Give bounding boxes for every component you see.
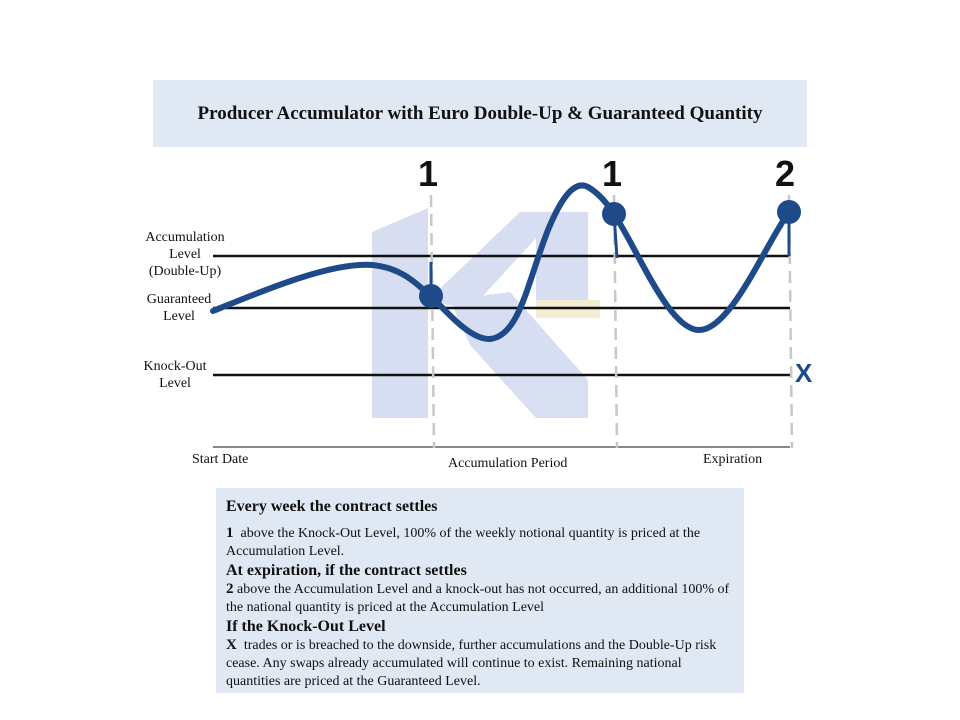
- info-item-weekly: [226, 524, 734, 561]
- watermark-logo: [372, 208, 600, 418]
- expiration-label: Expiration: [703, 452, 763, 467]
- watermark-left-stroke: [372, 208, 428, 418]
- settlement-marker-2: 1: [602, 153, 623, 194]
- expiration-marker-2: 2: [775, 153, 796, 194]
- info-item-expiration: [226, 580, 734, 617]
- settlement-line-1: [431, 195, 434, 448]
- info-heading-weekly: Every week the contract settles: [226, 498, 438, 515]
- info-text-knockout: trades or is breached to the downside, further accumulations and the Double-Up risk cease. Any swaps already accumulated will continue to exist. Remaining national quantities are priced at the Guaranteed Level.: [226, 638, 717, 689]
- settlement-point-1: [419, 284, 443, 308]
- explanation-panel: [216, 488, 744, 693]
- settlement-point-3: [777, 200, 801, 224]
- knockout-level-label: Knock-Out Level: [143, 359, 207, 391]
- info-text-weekly: above the Knock-Out Level, 100% of the weekly notional quantity is priced at the Accumulation Level.: [226, 526, 701, 559]
- info-text-expiration: above the Accumulation Level and a knock-out has not occurred, an additional 100% of the national quantity is priced at the Accumulation Level: [226, 582, 730, 615]
- info-item-knockout: [226, 636, 734, 691]
- settlement-point-2: [602, 202, 626, 226]
- info-heading-expiration: At expiration, if the contract settles: [226, 562, 467, 579]
- info-marker-2: 2: [226, 581, 234, 597]
- accumulation-level-label: Accumulation Level (Double-Up): [145, 230, 225, 279]
- info-marker-1: 1: [226, 525, 234, 541]
- page-title: Producer Accumulator with Euro Double-Up & Guaranteed Quantity: [197, 102, 763, 124]
- guaranteed-level-label: Guaranteed Level: [146, 292, 212, 324]
- info-heading-knockout: If the Knock-Out Level: [226, 618, 386, 635]
- start-date-label: Start Date: [192, 452, 249, 467]
- accumulation-period-label: Accumulation Period: [448, 456, 568, 471]
- knockout-marker: X: [795, 358, 813, 388]
- settlement-marker-1: 1: [418, 153, 439, 194]
- info-marker-x: X: [226, 637, 237, 653]
